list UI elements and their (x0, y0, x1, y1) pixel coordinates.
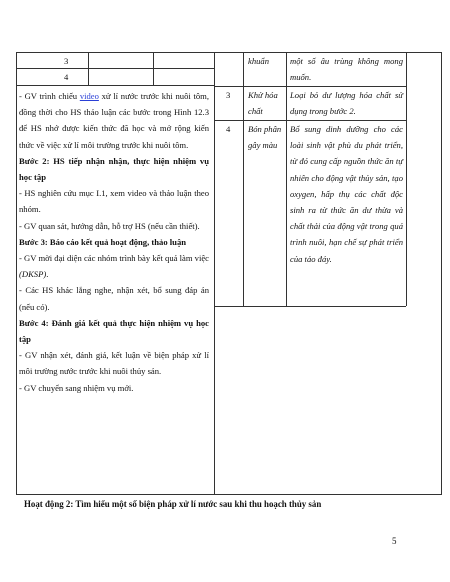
left-table-line (88, 52, 89, 85)
page-number: 5 (392, 536, 397, 546)
activity-heading: Hoạt động 2: Tìm hiểu một số biện pháp xử lí nước sau khi thu hoạch thủy sản (24, 499, 322, 509)
right-table-line (214, 306, 406, 307)
left-table-line (153, 52, 154, 85)
right-table-line (243, 52, 244, 306)
video-link[interactable]: video (79, 91, 99, 101)
paragraph: - HS nghiên cứu mục I.1, xem video và thảo luận theo nhóm. (19, 188, 209, 215)
description-cell: Loại bỏ dư lượng hóa chất sử dụng trong bước 2. (290, 90, 403, 117)
left-table-line (16, 85, 214, 86)
description-cell: Bổ sung dinh dưỡng cho các loài sinh vật phù du phát triển, từ đó cung cấp nguồn thức ăn tự nhiên cho động vật thủy sản, tạo oxygen, hấp thụ các chất độc sinh ra từ thức ăn dư thừa và chất thải của động vật trong quá trình nuôi, hạn chế sự phát triển của tảo đáy. (290, 124, 403, 264)
text: - GV trình chiếu (19, 91, 80, 101)
right-table-line (286, 52, 287, 306)
method-cell: Khử hóa chất (248, 90, 278, 117)
text: . (46, 269, 49, 280)
step-2-heading: Bước 2: HS tiếp nhận nhận, thực hiện nhiệm vụ học tập (19, 155, 209, 183)
paragraph: - GV nhận xét, đánh giá, kết luận về biện pháp xử lí môi trường nước trước khi nuôi thủy sản. (19, 350, 209, 377)
text-italic: (DKSP) (19, 269, 47, 280)
left-column-content (19, 88, 209, 396)
paragraph: - GV quan sát, hướng dẫn, hỗ trợ HS (nếu cần thiết). (19, 220, 200, 231)
left-table-line (16, 68, 214, 69)
column-divider (214, 52, 215, 495)
left-table-row-4: 4 (64, 72, 69, 82)
row-number: 3 (226, 90, 231, 100)
paragraph (19, 250, 209, 282)
right-table-line (406, 52, 407, 306)
step-4-heading: Bước 4: Đánh giá kết quả thực hiện nhiệm vụ học tập (19, 317, 209, 345)
text: xử lí nước trước khi nuôi tôm, đồng thời cho HS thảo luận các bước trong Hình 12.3 để HS nhớ được kiến thức đã học và mở rộng kiến thức về việc xử lí môi trường trước khi nuôi tôm. (19, 91, 209, 150)
description-cell: một số âu trùng không mong muốn. (290, 56, 403, 83)
step-3-heading: Bước 3: Báo cáo kết quả hoạt động, thảo luận (19, 236, 187, 247)
paragraph-video (19, 88, 209, 153)
left-table-row-3: 3 (64, 56, 69, 66)
row-number: 4 (226, 124, 231, 134)
paragraph: - GV chuyển sang nhiệm vụ mới. (19, 382, 134, 393)
method-cell: Bón phân gây màu (248, 124, 282, 151)
method-cell: khuẩn (248, 56, 270, 66)
text: - GV mời đại diện các nhóm trình bày kết quả làm việc (19, 253, 209, 264)
paragraph: - Các HS khác lắng nghe, nhận xét, bổ sung đáp án (nếu có). (19, 285, 209, 312)
